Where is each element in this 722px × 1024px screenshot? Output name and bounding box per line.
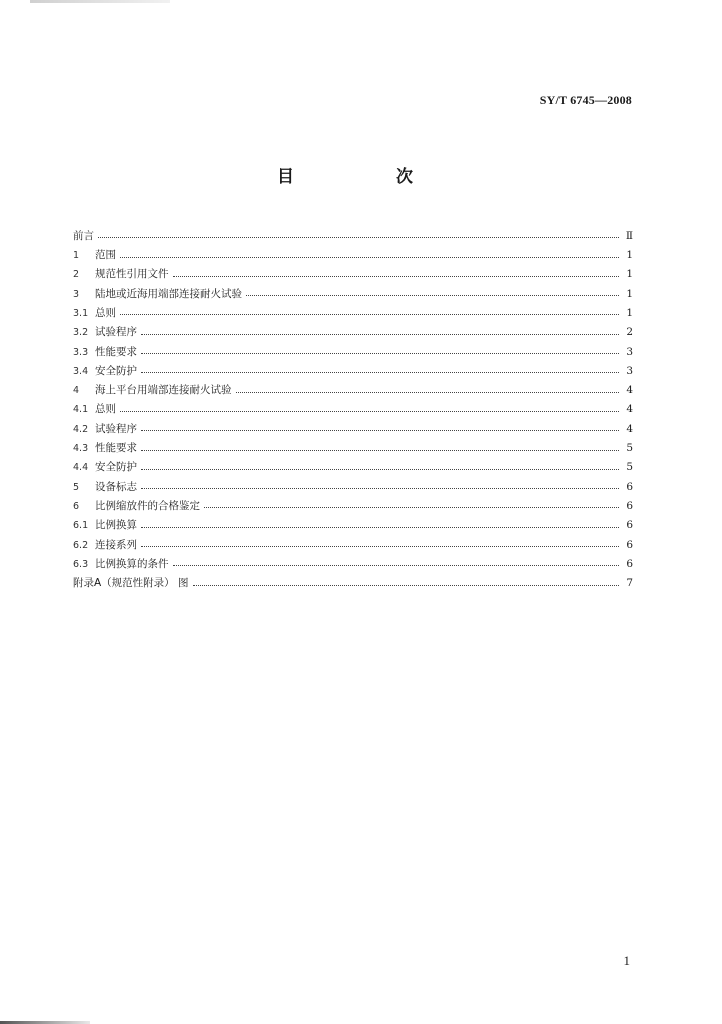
toc-entry-label: 范围 bbox=[95, 249, 116, 262]
toc-entry-number: 3.3 bbox=[73, 346, 89, 358]
toc-entry-label: 规范性引用文件 bbox=[95, 268, 169, 281]
toc-entry-label: 设备标志 bbox=[95, 480, 137, 493]
toc-dot-leader bbox=[120, 256, 619, 258]
toc-entry-label: 安全防护 bbox=[95, 364, 137, 377]
toc-dot-leader bbox=[141, 352, 619, 354]
toc-entry-page: 3 bbox=[626, 364, 633, 377]
toc-title: 目 次 bbox=[277, 167, 461, 187]
toc-entry-page: 2 bbox=[626, 326, 633, 339]
toc-entry[interactable] bbox=[73, 338, 633, 357]
toc-entry-label: 陆地或近海用端部连接耐火试验 bbox=[95, 287, 242, 300]
toc-entry-label: 海上平台用端部连接耐火试验 bbox=[95, 384, 232, 397]
toc-entry-label: 试验程序 bbox=[95, 326, 137, 339]
toc-entry-label: 安全防护 bbox=[95, 461, 137, 474]
toc-dot-leader bbox=[120, 410, 619, 412]
toc-entry[interactable] bbox=[73, 473, 633, 492]
toc-dot-leader bbox=[193, 584, 619, 586]
toc-entry[interactable] bbox=[73, 396, 633, 415]
toc-entry-page: 6 bbox=[626, 538, 633, 551]
toc-entry-label: 性能要求 bbox=[95, 442, 137, 455]
toc-entry-number: 6.3 bbox=[73, 558, 89, 570]
toc-dot-leader bbox=[173, 275, 620, 277]
toc-entry-label: 附录A（规范性附录） 图 bbox=[73, 577, 189, 590]
toc-entry-number: 6.2 bbox=[73, 539, 89, 551]
toc-dot-leader bbox=[246, 294, 619, 296]
toc-entry-number: 2 bbox=[73, 269, 80, 281]
toc-entry-number: 4 bbox=[73, 385, 80, 397]
toc-entry-number: 4.4 bbox=[73, 462, 89, 474]
toc-dot-leader bbox=[141, 468, 619, 470]
toc-dot-leader bbox=[98, 236, 619, 238]
toc-entry-page: 1 bbox=[626, 249, 633, 262]
toc-entry-page: 1 bbox=[626, 268, 633, 281]
toc-entry-page: 5 bbox=[626, 442, 633, 455]
toc-entry[interactable] bbox=[73, 511, 633, 530]
toc-entry-label: 总则 bbox=[95, 403, 116, 416]
toc-entry-number: 1 bbox=[73, 250, 80, 262]
toc-entry[interactable] bbox=[73, 531, 633, 550]
toc-entry-label: 比例换算 bbox=[95, 519, 137, 532]
toc-entry-number: 4.1 bbox=[73, 404, 89, 416]
toc-dot-leader bbox=[141, 429, 619, 431]
toc-entry-page: 1 bbox=[626, 306, 633, 319]
toc-entry-number: 4.2 bbox=[73, 423, 89, 435]
toc-dot-leader bbox=[141, 487, 619, 489]
toc-entry-page: 4 bbox=[626, 384, 633, 397]
toc-entry-number: 3.1 bbox=[73, 307, 89, 319]
toc-entry-label: 连接系列 bbox=[95, 538, 137, 551]
toc-entry-label: 前言 bbox=[73, 229, 94, 242]
toc-entry-label: 总则 bbox=[95, 306, 116, 319]
toc-entry[interactable] bbox=[73, 280, 633, 299]
toc-entry-page: 7 bbox=[626, 577, 633, 590]
toc-entry[interactable] bbox=[73, 569, 633, 588]
toc-entry-number: 3.2 bbox=[73, 327, 89, 339]
toc-entry-page: 1 bbox=[626, 287, 633, 300]
toc-entry[interactable] bbox=[73, 550, 633, 569]
toc-entry-page: Ⅱ bbox=[625, 229, 633, 242]
toc-entry-number: 4.3 bbox=[73, 443, 89, 455]
toc-entry[interactable] bbox=[73, 415, 633, 434]
toc-entry-page: 4 bbox=[626, 403, 633, 416]
toc-entry-number: 3.4 bbox=[73, 365, 89, 377]
toc-entry[interactable] bbox=[73, 434, 633, 453]
toc-entry-page: 6 bbox=[626, 557, 633, 570]
toc-entry[interactable] bbox=[73, 357, 633, 376]
toc-entry[interactable] bbox=[73, 261, 633, 280]
toc-dot-leader bbox=[120, 313, 619, 315]
toc-entry[interactable] bbox=[73, 222, 633, 241]
toc-dot-leader bbox=[141, 371, 619, 373]
toc-entry-page: 6 bbox=[626, 499, 633, 512]
toc-entry-number: 3 bbox=[73, 288, 80, 300]
toc-entry-number: 6 bbox=[73, 500, 80, 512]
page-number: 1 bbox=[623, 953, 630, 968]
toc-dot-leader bbox=[236, 391, 620, 393]
toc-dot-leader bbox=[141, 526, 619, 528]
toc-entry[interactable] bbox=[73, 376, 633, 395]
toc-entry-label: 试验程序 bbox=[95, 422, 137, 435]
toc-dot-leader bbox=[141, 333, 619, 335]
toc-entry-label: 比例换算的条件 bbox=[95, 557, 169, 570]
toc-entry-page: 5 bbox=[626, 461, 633, 474]
toc-entry[interactable] bbox=[73, 241, 633, 260]
toc-entry-label: 比例缩放件的合格鉴定 bbox=[95, 499, 200, 512]
toc-entry-page: 4 bbox=[626, 422, 633, 435]
toc-entry-number: 6.1 bbox=[73, 520, 89, 532]
toc-entry-page: 6 bbox=[626, 480, 633, 493]
toc-entry-page: 3 bbox=[626, 345, 633, 358]
toc-entry-number: 5 bbox=[73, 481, 80, 493]
toc-entry[interactable] bbox=[73, 318, 633, 337]
toc-entry-page: 6 bbox=[626, 519, 633, 532]
standard-code: SY/T 6745—2008 bbox=[539, 93, 632, 107]
toc-dot-leader bbox=[204, 506, 619, 508]
toc-entry[interactable] bbox=[73, 299, 633, 318]
toc-entry-label: 性能要求 bbox=[95, 345, 137, 358]
toc-dot-leader bbox=[173, 564, 620, 566]
toc-entry[interactable] bbox=[73, 454, 633, 473]
toc-dot-leader bbox=[141, 449, 619, 451]
toc-dot-leader bbox=[141, 545, 619, 547]
toc-entry[interactable] bbox=[73, 492, 633, 511]
scan-artifact-top bbox=[30, 0, 170, 3]
toc-list bbox=[73, 222, 633, 589]
